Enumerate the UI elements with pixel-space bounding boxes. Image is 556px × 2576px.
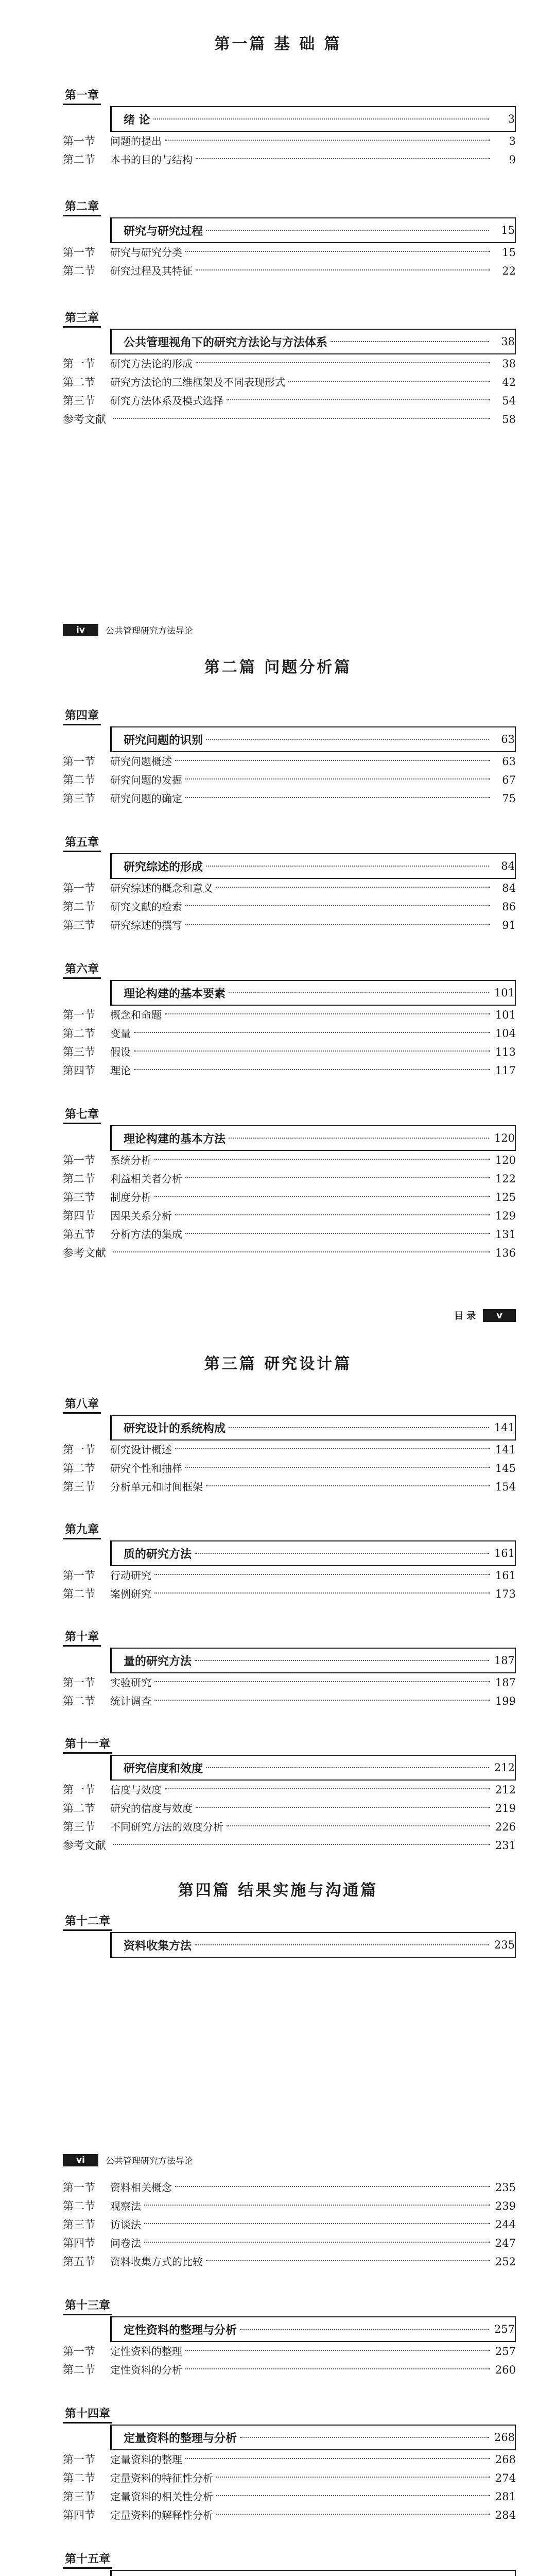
- chapter: [63, 1105, 516, 1262]
- chapter-title-entry[interactable]: [110, 726, 516, 752]
- section-number: 第二节: [63, 376, 95, 388]
- chapter-title: 研究设计的系统构成: [124, 1422, 226, 1435]
- chapter-title-entry[interactable]: [110, 2570, 516, 2576]
- section-title: 研究过程及其特征: [110, 265, 193, 277]
- chapter-title-entry[interactable]: [110, 1932, 516, 1958]
- page-ref: 3: [508, 113, 515, 125]
- section-number: 第三节: [63, 2490, 95, 2503]
- chapter-title: 研究问题的识别: [124, 734, 203, 747]
- page-ref: 219: [495, 1802, 516, 1815]
- section-number: 第一节: [63, 246, 95, 259]
- page-ref: 252: [495, 2256, 516, 2268]
- chapter-label: 第七章: [63, 1105, 101, 1124]
- page-ref: 257: [494, 2323, 515, 2335]
- toc-entry[interactable]: [63, 897, 516, 916]
- chapter: [63, 959, 516, 1080]
- page-ref: 136: [495, 1247, 516, 1259]
- section-title: 假设: [110, 1046, 131, 1058]
- section-number: 参考文献: [63, 1247, 106, 1259]
- chapter-title-entry[interactable]: [110, 853, 516, 879]
- toc-entry[interactable]: [63, 392, 516, 410]
- section-number: 第一节: [63, 2345, 95, 2358]
- toc-entry[interactable]: [63, 1673, 516, 1692]
- section-title: 研究问题的确定: [110, 792, 182, 805]
- page-ref: 235: [495, 2181, 516, 2194]
- section-title: 资料相关概念: [110, 2181, 172, 2194]
- chapter-title-entry[interactable]: [110, 1540, 516, 1566]
- section-title: 研究问题的发掘: [110, 774, 182, 786]
- toc-entry[interactable]: [63, 789, 516, 808]
- section-title: 问卷法: [110, 2237, 141, 2249]
- chapter-label: 第一章: [63, 86, 101, 105]
- section-number: 第五节: [63, 2256, 95, 2268]
- toc-entry[interactable]: [63, 2342, 516, 2361]
- section-number: 第三节: [63, 1821, 95, 1833]
- chapter: [63, 308, 516, 429]
- page-ref: 231: [495, 1839, 516, 1852]
- chapter-title-entry[interactable]: [110, 1648, 516, 1673]
- toc-entry[interactable]: [63, 1207, 516, 1225]
- toc-entry[interactable]: [63, 1459, 516, 1478]
- section-number: 第一节: [63, 1154, 95, 1166]
- page-ref: 141: [494, 1421, 515, 1434]
- toc-entry[interactable]: [63, 1566, 516, 1585]
- page-ref: 63: [501, 733, 515, 745]
- chapter: [63, 706, 516, 808]
- section-title: 本书的目的与结构: [110, 154, 193, 166]
- section-title: 研究综述的概念和意义: [110, 882, 213, 894]
- toc-entry[interactable]: [63, 1585, 516, 1603]
- section-title: 定量资料的相关性分析: [110, 2490, 213, 2503]
- toc-entry[interactable]: [63, 2178, 516, 2197]
- page-ref: 38: [501, 335, 515, 348]
- section-number: 第三节: [63, 792, 95, 805]
- chapter: [63, 2404, 516, 2524]
- section-number: 第二节: [63, 1802, 95, 1815]
- section-number: 第一节: [63, 1784, 95, 1796]
- section-title: 定量资料的整理: [110, 2453, 182, 2466]
- page-ref: 86: [502, 901, 516, 913]
- section-title: 概念和命题: [110, 1009, 162, 1021]
- section-number: 第一节: [63, 1444, 95, 1456]
- section-number: 第一节: [63, 358, 95, 370]
- page-ref: 58: [502, 413, 516, 426]
- section-number: 第二节: [63, 901, 95, 913]
- toc-entry[interactable]: [63, 1006, 516, 1024]
- part-title: 第二篇 问题分析篇: [204, 658, 352, 676]
- section-title: 理论: [110, 1064, 131, 1077]
- toc-entry[interactable]: [63, 1836, 516, 1855]
- toc-entry[interactable]: [63, 1188, 516, 1207]
- page-ref: 101: [494, 987, 515, 999]
- section-number: 第二节: [63, 1173, 95, 1185]
- toc-entry[interactable]: [63, 2469, 516, 2487]
- chapter: [63, 2178, 516, 2271]
- page-number: iv: [63, 624, 98, 636]
- section-number: 第一节: [63, 1009, 95, 1021]
- section-title: 研究方法论的三维框架及不同表现形式: [110, 376, 285, 388]
- chapter-label: 第十章: [63, 1627, 101, 1647]
- page-ref: 3: [509, 135, 516, 147]
- section-number: 第三节: [63, 1191, 95, 1204]
- section-number: 第二节: [63, 1695, 95, 1707]
- page-ref: 120: [495, 1154, 516, 1166]
- page-ref: 226: [495, 1821, 516, 1833]
- page-ref: 84: [501, 860, 515, 872]
- page-ref: 104: [495, 1027, 516, 1040]
- chapter-title: 资料收集方法: [124, 1939, 192, 1953]
- toc-entry[interactable]: [63, 373, 516, 392]
- toc-page-3: [0, 1309, 556, 1958]
- toc-entry[interactable]: [63, 1225, 516, 1244]
- section-title: 信度与效度: [110, 1784, 162, 1796]
- page-ref: 173: [495, 1588, 516, 1600]
- page-ref: 187: [495, 1676, 516, 1689]
- toc-entry[interactable]: [63, 1692, 516, 1710]
- section-number: 第二节: [63, 2364, 95, 2376]
- toc-entry[interactable]: [63, 150, 516, 169]
- page-ref: 247: [495, 2237, 516, 2249]
- section-title: 行动研究: [110, 1569, 151, 1582]
- section-title: 研究与研究分类: [110, 246, 182, 259]
- toc-entry[interactable]: [63, 1151, 516, 1170]
- section-number: 第三节: [63, 1046, 95, 1058]
- toc-entry[interactable]: [63, 1818, 516, 1836]
- chapter-label: 第五章: [63, 833, 101, 852]
- chapter-title: 理论构建的基本要素: [124, 987, 226, 1001]
- chapter-label: 第二章: [63, 197, 101, 216]
- section-title: 研究个性和抽样: [110, 1462, 182, 1475]
- section-title: 研究方法体系及模式选择: [110, 395, 223, 407]
- section-number: 第一节: [63, 135, 95, 147]
- toc-page-1: [0, 31, 556, 429]
- toc-page-4: [0, 2154, 556, 2576]
- toc-entry[interactable]: [63, 2361, 516, 2379]
- section-number: 第一节: [63, 2181, 95, 2194]
- page-ref: 274: [495, 2472, 516, 2484]
- page-ref: 141: [495, 1444, 516, 1456]
- toc-entry[interactable]: [63, 243, 516, 262]
- page-ref: 154: [495, 1481, 516, 1493]
- section-number: 第四节: [63, 1064, 95, 1077]
- section-number: 第二节: [63, 265, 95, 277]
- toc-entry[interactable]: [63, 1799, 516, 1818]
- section-number: 第一节: [63, 1569, 95, 1582]
- toc-entry[interactable]: [63, 1043, 516, 1061]
- toc-entry[interactable]: [63, 2252, 516, 2271]
- section-title: 定性资料的整理: [110, 2345, 182, 2358]
- toc-entry[interactable]: [63, 354, 516, 373]
- chapter-label: 第十五章: [63, 2549, 112, 2569]
- page-ref: 22: [502, 265, 516, 277]
- chapter-title-entry[interactable]: [110, 329, 516, 354]
- chapter: [63, 1520, 516, 1603]
- page-ref: 145: [495, 1462, 516, 1475]
- page-ref: 67: [502, 774, 516, 786]
- toc-entry[interactable]: [63, 262, 516, 280]
- toc-entry[interactable]: [63, 2506, 516, 2524]
- chapter: [63, 86, 516, 169]
- chapter-label: 第四章: [63, 706, 101, 725]
- section-title: 研究的信度与效度: [110, 1802, 193, 1815]
- page-ref: 129: [495, 1210, 516, 1222]
- page-ref: 42: [502, 376, 516, 388]
- toc-entry[interactable]: [63, 2197, 516, 2215]
- section-number: 第四节: [63, 1210, 95, 1222]
- toc-entry[interactable]: [63, 879, 516, 897]
- chapter-label: 第三章: [63, 308, 101, 328]
- chapter-title-entry[interactable]: [110, 1125, 516, 1151]
- section-title: 资料收集方式的比较: [110, 2256, 203, 2268]
- toc-entry[interactable]: [63, 1170, 516, 1188]
- toc-entry[interactable]: [63, 1478, 516, 1496]
- toc-entry[interactable]: [63, 1244, 516, 1262]
- page-ref: 161: [494, 1547, 515, 1560]
- page-ref: 268: [494, 2431, 515, 2444]
- section-title: 统计调查: [110, 1695, 151, 1707]
- section-number: 第一节: [63, 1676, 95, 1689]
- chapter-title-entry[interactable]: [110, 2425, 516, 2450]
- chapter-title-entry[interactable]: [110, 217, 516, 243]
- page-ref: 117: [495, 1064, 516, 1077]
- page-ref: 212: [494, 1761, 515, 1774]
- part-title: 第四篇 结果实施与沟通篇: [178, 1882, 378, 1900]
- section-title: 访谈法: [110, 2218, 141, 2231]
- chapter-label: 第八章: [63, 1394, 101, 1414]
- page-ref: 91: [502, 919, 516, 931]
- chapter-title: 研究信度和效度: [124, 1762, 203, 1775]
- page-ref: 131: [495, 1228, 516, 1241]
- section-title: 研究方法论的形成: [110, 358, 193, 370]
- toc-entry[interactable]: [63, 2215, 516, 2234]
- chapter: [63, 1911, 516, 1958]
- page-ref: 284: [495, 2509, 516, 2521]
- page-ref: 101: [495, 1009, 516, 1021]
- chapter-title: 质的研究方法: [124, 1548, 192, 1561]
- page-ref: 84: [502, 882, 516, 894]
- section-number: 参考文献: [63, 1839, 106, 1852]
- page-ref: 125: [495, 1191, 516, 1204]
- section-number: 第二节: [63, 2200, 95, 2212]
- section-number: 第四节: [63, 2237, 95, 2249]
- chapter: [63, 833, 516, 935]
- section-number: 第二节: [63, 774, 95, 786]
- toc-entry[interactable]: [63, 771, 516, 789]
- page-ref: 212: [495, 1784, 516, 1796]
- page-ref: 120: [494, 1132, 515, 1144]
- page-ref: 122: [495, 1173, 516, 1185]
- section-title: 利益相关者分析: [110, 1173, 182, 1185]
- chapter-title-entry[interactable]: [110, 2316, 516, 2342]
- section-title: 研究问题概述: [110, 755, 172, 768]
- chapter-label: 第十二章: [63, 1911, 112, 1931]
- chapter-title-entry[interactable]: [110, 106, 516, 132]
- section-number: 第四节: [63, 2509, 95, 2521]
- page-ref: 257: [495, 2345, 516, 2358]
- section-title: 案例研究: [110, 1588, 151, 1600]
- chapter-label: 第十四章: [63, 2404, 112, 2424]
- book-title: 公共管理研究方法导论: [105, 2156, 193, 2166]
- section-title: 研究综述的撰写: [110, 919, 182, 931]
- section-number: 第一节: [63, 2453, 95, 2466]
- section-title: 研究设计概述: [110, 1444, 172, 1456]
- page-ref: 235: [494, 1939, 515, 1951]
- page-header: [63, 2154, 193, 2166]
- chapter-title: 定量资料的整理与分析: [124, 2432, 237, 2445]
- chapter: [63, 2296, 516, 2379]
- toc-entry[interactable]: [63, 2487, 516, 2506]
- page-ref: 9: [509, 154, 516, 166]
- section-title: 定量资料的解释性分析: [110, 2509, 213, 2521]
- section-title: 问题的提出: [110, 135, 162, 147]
- section-number: 第二节: [63, 1462, 95, 1475]
- chapter-title-entry[interactable]: [110, 980, 516, 1006]
- toc-entry[interactable]: [63, 2450, 516, 2469]
- chapter-title: 研究综述的形成: [124, 860, 203, 874]
- toc-entry[interactable]: [63, 752, 516, 771]
- section-title: 定性资料的分析: [110, 2364, 182, 2376]
- chapter-title-entry[interactable]: [110, 1755, 516, 1781]
- section-number: 第五节: [63, 1228, 95, 1241]
- toc-entry[interactable]: [63, 916, 516, 935]
- section-number: 第二节: [63, 2472, 95, 2484]
- part-title: 第三篇 研究设计篇: [204, 1355, 352, 1373]
- page-ref: 244: [495, 2218, 516, 2231]
- section-title: 变量: [110, 1027, 131, 1040]
- section-number: 第三节: [63, 919, 95, 931]
- page-ref: 281: [495, 2490, 516, 2503]
- section-title: 分析单元和时间框架: [110, 1481, 203, 1493]
- page-ref: 161: [495, 1569, 516, 1582]
- toc-entry[interactable]: [63, 132, 516, 150]
- section-title: 制度分析: [110, 1191, 151, 1204]
- section-number: 第三节: [63, 395, 95, 407]
- chapter-title: 定性资料的整理与分析: [124, 2324, 237, 2337]
- page-ref: 54: [502, 395, 516, 407]
- chapter-label: 第六章: [63, 959, 101, 979]
- toc-entry[interactable]: [63, 2234, 516, 2252]
- section-title: 研究文献的检索: [110, 901, 182, 913]
- toc-page-2: [0, 623, 556, 1262]
- page-ref: 268: [495, 2453, 516, 2466]
- book-title: 公共管理研究方法导论: [105, 626, 193, 636]
- toc-entry[interactable]: [63, 1061, 516, 1080]
- chapter-title: 理论构建的基本方法: [124, 1132, 226, 1146]
- page-ref: 260: [495, 2364, 516, 2376]
- page-number: vi: [63, 2154, 98, 2166]
- chapter-title: 公共管理视角下的研究方法论与方法体系: [124, 336, 328, 349]
- section-title: 观察法: [110, 2200, 141, 2212]
- part-title: 第一篇 基 础 篇: [214, 35, 342, 53]
- section-number: 第三节: [63, 2218, 95, 2231]
- section-number: 第二节: [63, 1588, 95, 1600]
- page-number: v: [483, 1309, 516, 1322]
- chapter-label: 第十三章: [63, 2296, 112, 2315]
- chapter: [63, 2549, 516, 2576]
- chapter: [63, 1394, 516, 1496]
- section-title: 实验研究: [110, 1676, 151, 1689]
- section-number: 参考文献: [63, 413, 106, 426]
- chapter: [63, 197, 516, 280]
- page-ref: 199: [495, 1695, 516, 1707]
- section-title: 分析方法的集成: [110, 1228, 182, 1241]
- chapter-title: 绪 论: [124, 113, 150, 127]
- section-title: 不同研究方法的效度分析: [110, 1821, 223, 1833]
- page-ref: 113: [495, 1046, 516, 1058]
- toc-entry[interactable]: [63, 1440, 516, 1459]
- chapter-label: 第九章: [63, 1520, 101, 1539]
- section-title: 因果关系分析: [110, 1210, 172, 1222]
- page-ref: 187: [494, 1654, 515, 1667]
- page-ref: 15: [501, 224, 515, 236]
- page-ref: 75: [502, 792, 516, 805]
- page-header: [63, 623, 193, 636]
- section-number: 第一节: [63, 882, 95, 894]
- chapter: [63, 1627, 516, 1710]
- section-number: 第二节: [63, 154, 95, 166]
- toc-label: 目 录: [454, 1311, 476, 1321]
- chapter: [63, 1734, 516, 1855]
- section-number: 第三节: [63, 1481, 95, 1493]
- section-title: 系统分析: [110, 1154, 151, 1166]
- page-ref: 15: [502, 246, 516, 259]
- chapter-title: 研究与研究过程: [124, 225, 203, 238]
- page-header: [454, 1309, 516, 1322]
- section-number: 第一节: [63, 755, 95, 768]
- toc-entry[interactable]: [63, 410, 516, 429]
- page-ref: 38: [502, 358, 516, 370]
- chapter-label: 第十一章: [63, 1734, 112, 1754]
- page-ref: 239: [495, 2200, 516, 2212]
- chapter-title: 量的研究方法: [124, 1655, 192, 1668]
- page-ref: 63: [502, 755, 516, 768]
- chapter-title-entry[interactable]: [110, 1415, 516, 1440]
- toc-entry[interactable]: [63, 1024, 516, 1043]
- section-number: 第二节: [63, 1027, 95, 1040]
- section-title: 定量资料的特征性分析: [110, 2472, 213, 2484]
- toc-entry[interactable]: [63, 1781, 516, 1799]
